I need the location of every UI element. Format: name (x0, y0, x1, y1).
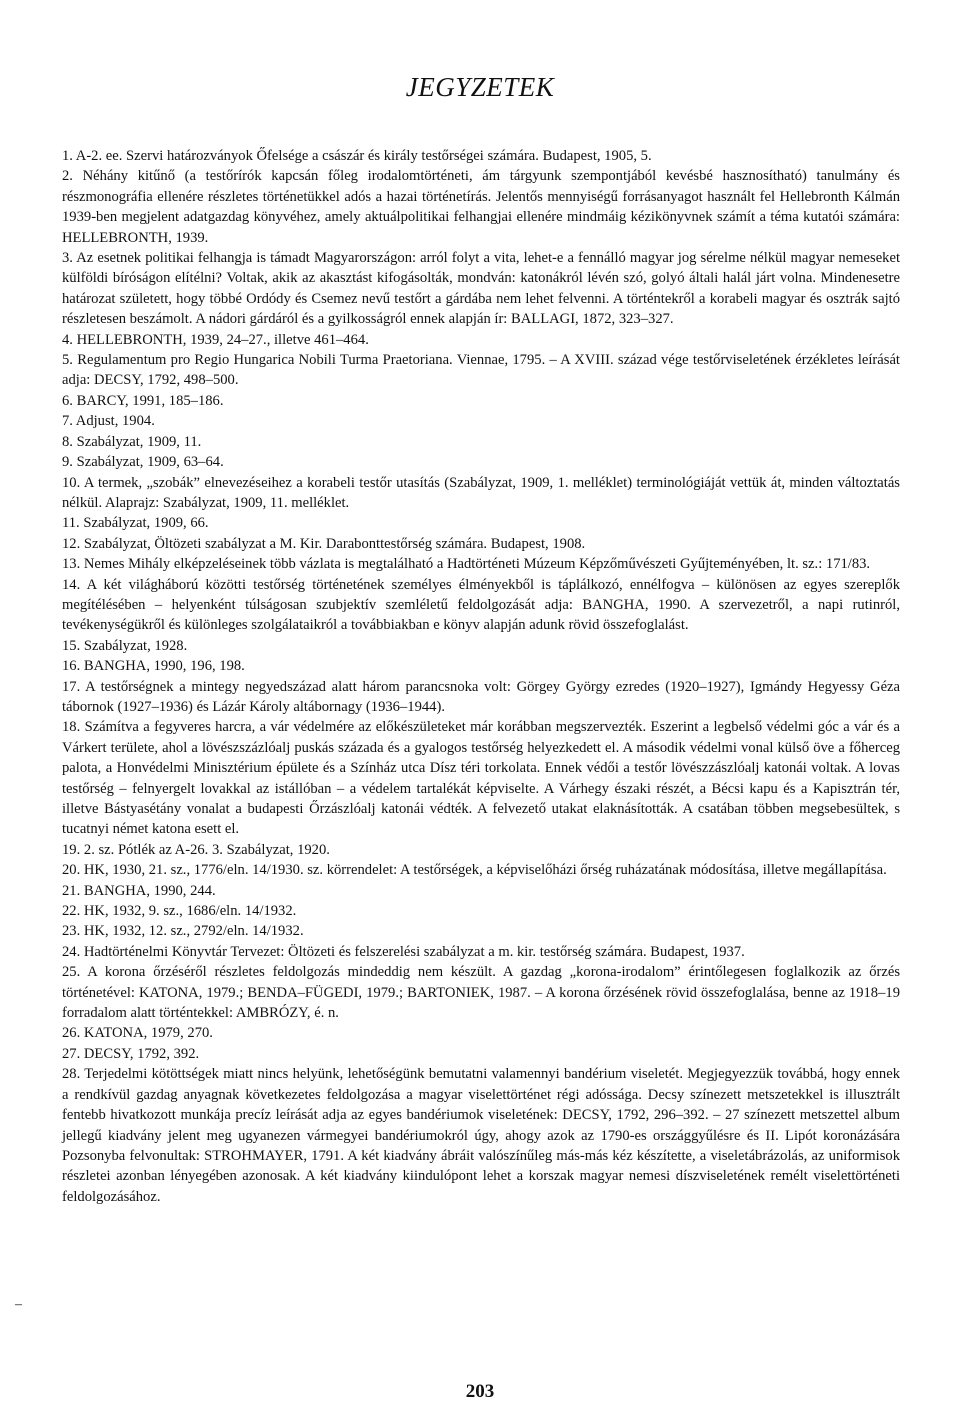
note-item: 1. A-2. ee. Szervi határozványok Őfelsége a császár és király testőrségei számára. Budapest, 1905, 5. (62, 148, 652, 164)
note-item: 12. Szabályzat, Öltözeti szabályzat a M. Kir. Darabonttestőrség számára. Budapest, 1908. (62, 535, 586, 552)
note-item: 19. 2. sz. Pótlék az A-26. 3. Szabályzat, 1920. (62, 841, 330, 858)
note-item: 24. Hadtörténelmi Könyvtár Tervezet: Öltözeti és felszerelési szabályzat a m. kir. testőrség számára. Budapest, 1937. (62, 943, 745, 960)
note-item: 18. Számítva a fegyveres harcra, a vár védelmére az előkészületeket már korábban megszervezték. Eszerint a legbelső védelmi góc a vár és a Várkert területe, ahol a lövészszázlóalj puskás százada és a gyalogos testőrség helyezkedett el. A második védelmi vonal külső öve a főherceg palota, a Honvédelmi Minisztérium épülete és a Színház utca Dísz téri torkolata. Ennek védői a testőr lövészzászlóalj katonái voltak. A lovas testőrség – felnyergelt lovakkal az istállóban – a védelem tartalékát képviselte. A Várhegy északi részét, a Bécsi kapu és a Kapisztrán tér, illetve Bástyasétány vonalat a budapesti Őrzászlóalj katonái védték. A felvezető utakat elaknásították. A csatában többen megsebesültek, s tucatnyi német katona esett el. (62, 719, 900, 838)
note-item: 7. Adjust, 1904. (62, 413, 155, 430)
note-item: 8. Szabályzat, 1909, 11. (62, 433, 202, 450)
note-item: 23. HK, 1932, 12. sz., 2792/eln. 14/1932. (62, 923, 304, 940)
page-number: 203 (465, 1381, 495, 1402)
note-item: 14. A két világháború közötti testőrség történetének személyes élményekből is táplálkozó, ennélfogva – különösen az egyes szereplők megítélésében – helyenként túlságosan szubjektív szemléletű feldolgozását adja: BANGHA, 1990. A szervezetről, a napi rutinról, tevékenységükről és különleges szolgálataikról a továbbiakban e könyv alapján adunk rövid összefoglalást. (62, 576, 900, 634)
note-item: 22. HK, 1932, 9. sz., 1686/eln. 14/1932. (62, 903, 297, 920)
note-item: 20. HK, 1930, 21. sz., 1776/eln. 14/1930. sz. körrendelet: A testőrségek, a képviselőházi őrség ruházatának módosítása, illetve megállapítása. (62, 862, 887, 879)
note-item: 15. Szabályzat, 1928. (62, 637, 188, 654)
note-item: 2. Néhány kitűnő (a testőrírók kapcsán főleg irodalomtörténeti, ám tárgyunk szempontjából kevésbé hasznosítható) tanulmány és részmonográfia ellenére részletes történetükkel adós a hazai történetírás. Jelentős mennyiségű forrásanyagot használt fel Hellebronth Kálmán 1939-ben megjelent adatgazdag könyvéhez, amely aktuálpolitikai felhangjai ellenére mindmáig kézikönyvnek számít a téma kutatói számára: HELLEBRONTH, 1939. (62, 168, 900, 246)
note-item: 28. Terjedelmi kötöttségek miatt nincs helyünk, lehetőségünk bemutatni valamennyi bandérium viseletét. Megjegyezzük továbbá, hogy ennek a rendkívül gazdag anyagnak következetes feldolgozása a magyar viselettörténet régi adóssága. Decsy színezett metszetekkel is illusztrált fentebb hivatkozott munkája precíz leírását adja az egyes bandériumok viseletének: DECSY, 1792, 296–392. – 27 színezett metszettel album jellegű kiadvány jelent meg ugyanezen vármegyei bandériumokról úgy, ahogy azok az 1790-es országgyűlésre és II. Lipót koronázására Pozsonyba felvonultak: STROHMAYER, 1791. A két kiadvány ábráit valószínűleg más-más kéz készítette, a viseletábrázolás, az uniformisok részletei azonban lényegében azonosak. A két kiadvány kiindulópont lehet a korszak magyar nemesi díszviseletének remélt viselettörténeti feldolgozásához. (62, 1066, 900, 1205)
note-item: 25. A korona őrzéséről részletes feldolgozás mindeddig nem készült. A gazdag „korona-irodalom” érintőlegesen foglalkozik az őrzés történetével: KATONA, 1979.; BENDA–FÜGEDI, 1979.; BARTONIEK, 1987. – A korona őrzésének rövid összefoglalása, benne az 1918–19 forradalom alatt történtekkel: AMBRÓZY, é. n. (62, 964, 900, 1022)
margin-mark: – (15, 1297, 22, 1312)
notes-list (62, 146, 900, 1207)
note-item: 11. Szabályzat, 1909, 66. (62, 515, 209, 532)
page-title: JEGYZETEK (405, 72, 555, 102)
note-item: 3. Az esetnek politikai felhangja is támadt Magyarországon: arról folyt a vita, lehet-e a fennálló magyar jog sérelme nélkül magyar nemeseket külföldi bíróságon elítélni? Voltak, akik az akasztást kifogásolták, mondván: katonákról lévén szó, golyó általi halál járt volna. Mindenesetre határozat született, hogy többé Ordódy és Csemez nevű testőrt a gárdába nem lehet felvenni. A történtekről a korabeli magyar és osztrák sajtó részletesen beszámolt. A nádori gárdáról és a gyilkosságról ennek alapján ír: BALLAGI, 1872, 323–327. (62, 250, 900, 328)
note-item: 17. A testőrségnek a mintegy negyedszázad alatt három parancsnoka volt: Görgey György ezredes (1920–1927), Igmándy Hegyessy Géza tábornok (1927–1936) és Lázár Károly altábornagy (1936–1944). (62, 678, 900, 715)
note-item: 5. Regulamentum pro Regio Hungarica Nobili Turma Praetoriana. Viennae, 1795. – A XVIII. század vége testőrviseletének érzékletes leírását adja: DECSY, 1792, 498–500. (62, 352, 900, 389)
note-item: 27. DECSY, 1792, 392. (62, 1045, 200, 1062)
note-item: 13. Nemes Mihály elképzeléseinek több vázlata is megtalálható a Hadtörténeti Múzeum Képzőművészeti Gyűjteményében, lt. sz.: 171/83. (62, 556, 871, 573)
note-item: 10. A termek, „szobák” elnevezéseihez a korabeli testőr utasítás (Szabályzat, 1909, 1. melléklet) terminológiáját vettük át, minden változtatás nélkül. Alaprajz: Szabályzat, 1909, 11. melléklet. (62, 474, 900, 511)
note-item: 6. BARCY, 1991, 185–186. (62, 392, 224, 409)
note-item: 4. HELLEBRONTH, 1939, 24–27., illetve 461–464. (62, 331, 369, 348)
note-item: 26. KATONA, 1979, 270. (62, 1025, 213, 1042)
note-item: 21. BANGHA, 1990, 244. (62, 882, 216, 899)
note-item: 16. BANGHA, 1990, 196, 198. (62, 658, 245, 675)
note-item: 9. Szabályzat, 1909, 63–64. (62, 454, 224, 471)
